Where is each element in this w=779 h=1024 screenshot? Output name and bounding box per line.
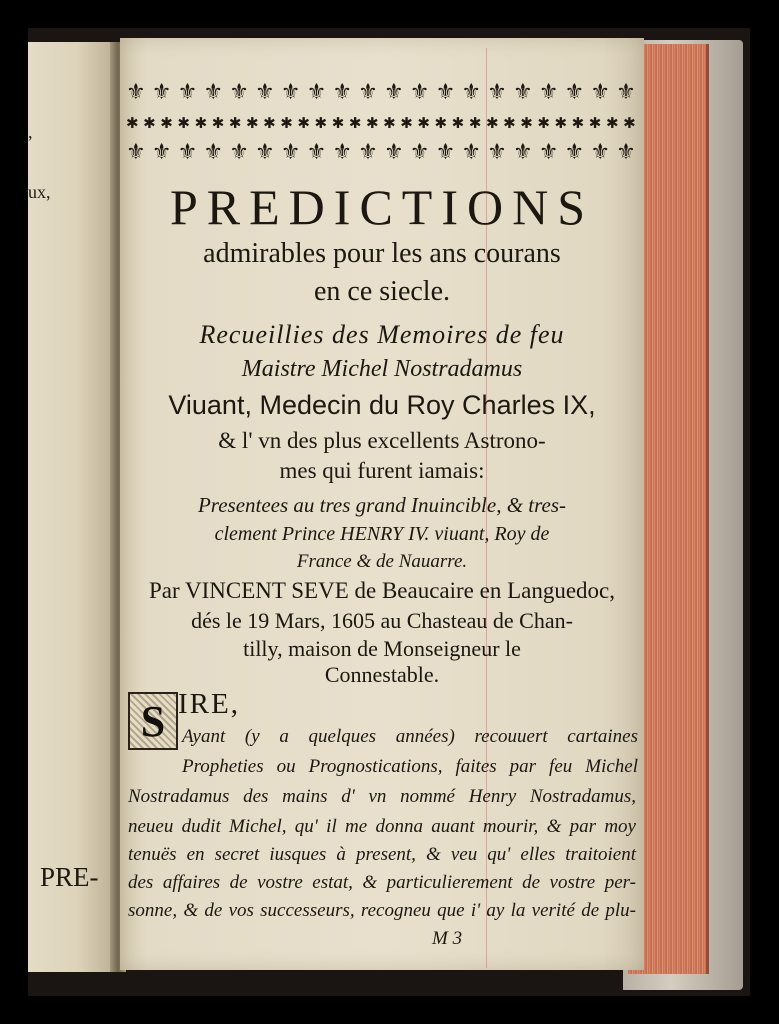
recueillies-line: Recueillies des Memoires de feu bbox=[199, 320, 565, 349]
ornament-glyph-icon: ✱ bbox=[400, 114, 413, 132]
ornament-glyph-icon: ⚜ bbox=[512, 140, 533, 165]
title-page bbox=[120, 38, 644, 970]
ornament-glyph-icon: ✱ bbox=[451, 114, 465, 132]
ornament-glyph-icon: ⚜ bbox=[616, 80, 636, 105]
ornament-glyph-icon: ✱ bbox=[417, 114, 430, 132]
ornament-glyph-icon: ✱ bbox=[605, 114, 619, 132]
ornament-glyph-icon: ✱ bbox=[571, 114, 585, 132]
ornament-glyph-icon: ✱ bbox=[280, 114, 293, 132]
ornament-glyph-icon: ⚜ bbox=[306, 80, 327, 105]
dedication-line: France & de Nauarre. bbox=[296, 551, 468, 572]
ornament-glyph-icon: ⚜ bbox=[564, 80, 585, 105]
subtitle-line: admirables pour les ans courans bbox=[203, 238, 561, 269]
viuant-line: Viuant, Medecin du Roy Charles IX, bbox=[168, 390, 596, 420]
body-text-line: tenuës en secret iusques à present, & veu qu' elles traitoient bbox=[128, 844, 636, 865]
author-line: tilly, maison de Monseigneur le bbox=[243, 636, 521, 661]
ornament-glyph-icon: ✱ bbox=[554, 114, 568, 132]
ornament-glyph-icon: ⚜ bbox=[151, 140, 172, 165]
left-page bbox=[28, 42, 118, 972]
ornament-glyph-icon: ⚜ bbox=[487, 80, 507, 105]
ornament-glyph-icon: ✱ bbox=[160, 114, 173, 132]
ornament-glyph-icon: ⚜ bbox=[487, 140, 507, 165]
scanned-book bbox=[28, 28, 750, 996]
ornament-glyph-icon: ⚜ bbox=[409, 80, 430, 105]
body-text-line: des affaires de vostre estat, & particulierement de vostre per- bbox=[128, 872, 636, 893]
ornament-glyph-icon: ⚜ bbox=[538, 140, 559, 165]
ornament-glyph-icon: ⚜ bbox=[332, 140, 353, 165]
ornament-glyph-icon: ⚜ bbox=[332, 80, 353, 105]
ornament-glyph-icon: ⚜ bbox=[254, 80, 275, 105]
ornament-row-stars bbox=[126, 108, 636, 138]
ornament-glyph-icon: ✱ bbox=[297, 114, 310, 132]
ornament-glyph-icon: ⚜ bbox=[358, 140, 378, 165]
ornament-glyph-icon: ✱ bbox=[211, 114, 225, 132]
ornament-glyph-icon: ✱ bbox=[194, 114, 208, 132]
ornament-glyph-icon: ✱ bbox=[485, 114, 499, 132]
ornament-glyph-icon: ✱ bbox=[331, 114, 345, 132]
ornament-glyph-icon: ⚜ bbox=[564, 140, 585, 165]
body-text-line: neueu dudit Michel, qu' il me donna auant mourir, & par moy bbox=[128, 816, 636, 837]
ornament-glyph-icon: ✱ bbox=[177, 114, 190, 132]
ornament-glyph-icon: ⚜ bbox=[126, 80, 146, 105]
left-page-fragment: , bbox=[28, 122, 33, 142]
ornament-glyph-icon: ⚜ bbox=[461, 140, 482, 165]
ornament-glyph-icon: ⚜ bbox=[203, 140, 224, 165]
ornamental-header bbox=[126, 78, 636, 170]
ornament-glyph-icon: ⚜ bbox=[280, 80, 301, 105]
ornament-glyph-icon: ✱ bbox=[588, 114, 602, 132]
ornament-glyph-icon: ⚜ bbox=[177, 80, 198, 105]
left-page-catchword: PRE- bbox=[40, 862, 99, 892]
body-text-line: Propheties ou Prognostications, faites par feu Michel bbox=[182, 756, 638, 777]
body-text-line: Nostradamus des mains d' vn nommé Henry Nostradamus, bbox=[128, 786, 636, 807]
ornament-glyph-icon: ✱ bbox=[468, 114, 482, 132]
ornament-glyph-icon: ⚜ bbox=[435, 80, 456, 105]
ornament-glyph-icon: ⚜ bbox=[383, 140, 404, 165]
ornament-glyph-icon: ⚜ bbox=[590, 80, 611, 105]
author-line: Par VINCENT SEVE de Beaucaire en Languedoc, bbox=[148, 578, 616, 603]
ornament-glyph-icon: ⚜ bbox=[435, 140, 456, 165]
author-line: dés le 19 Mars, 1605 au Chasteau de Chan- bbox=[191, 608, 573, 633]
ornament-glyph-icon: ⚜ bbox=[358, 80, 378, 105]
recueillies-line: Maistre Michel Nostradamus bbox=[241, 356, 523, 382]
body-text-line: sonne, & de vos successeurs, recogneu que i' ay la verité de plu- bbox=[128, 900, 636, 921]
ornament-glyph-icon: ✱ bbox=[434, 114, 448, 132]
ornament-glyph-icon: ⚜ bbox=[538, 80, 559, 105]
ornament-glyph-icon: ✱ bbox=[503, 114, 516, 132]
ornament-row-top bbox=[126, 78, 636, 108]
viuant-line: mes qui furent iamais: bbox=[279, 458, 485, 483]
ornament-glyph-icon: ⚜ bbox=[254, 140, 275, 165]
ornament-glyph-icon: ✱ bbox=[126, 114, 139, 132]
dedication-line: clement Prince HENRY IV. viuant, Roy de bbox=[214, 523, 550, 545]
ornament-glyph-icon: ⚜ bbox=[383, 80, 404, 105]
ornament-glyph-icon: ✱ bbox=[143, 114, 156, 132]
ornament-glyph-icon: ⚜ bbox=[461, 80, 482, 105]
ornament-glyph-icon: ⚜ bbox=[151, 80, 172, 105]
ornament-glyph-icon: ⚜ bbox=[616, 140, 636, 165]
ornament-glyph-icon: ⚜ bbox=[409, 140, 430, 165]
ornament-glyph-icon: ✱ bbox=[537, 114, 550, 132]
page-title: PREDICTIONS bbox=[169, 179, 595, 235]
ornament-glyph-icon: ⚜ bbox=[306, 140, 327, 165]
ornament-glyph-icon: ✱ bbox=[245, 114, 259, 132]
left-page-fragment: ux, bbox=[28, 182, 51, 202]
ornament-glyph-icon: ✱ bbox=[228, 114, 242, 132]
salutation: IRE, bbox=[178, 688, 240, 720]
ornament-glyph-icon: ⚜ bbox=[280, 140, 301, 165]
ornament-glyph-icon: ✱ bbox=[263, 114, 276, 132]
author-line: Connestable. bbox=[324, 662, 440, 687]
decorated-initial: S bbox=[128, 692, 178, 750]
ornament-glyph-icon: ✱ bbox=[623, 114, 636, 132]
ornament-row-bottom bbox=[126, 138, 636, 168]
ornament-glyph-icon: ✱ bbox=[365, 114, 379, 132]
ornament-glyph-icon: ✱ bbox=[348, 114, 362, 132]
ornament-glyph-icon: ⚜ bbox=[126, 140, 146, 165]
ornament-glyph-icon: ⚜ bbox=[203, 80, 224, 105]
ornament-glyph-icon: ✱ bbox=[314, 114, 328, 132]
ornament-glyph-icon: ⚜ bbox=[229, 80, 249, 105]
signature-mark: M 3 bbox=[432, 928, 463, 949]
ornament-glyph-icon: ✱ bbox=[520, 114, 533, 132]
body-text-line: Ayant (y a quelques années) recouuert cartaines bbox=[182, 726, 638, 747]
ornament-glyph-icon: ⚜ bbox=[229, 140, 249, 165]
ornament-glyph-icon: ⚜ bbox=[177, 140, 198, 165]
viuant-line: & l' vn des plus excellents Astrono- bbox=[218, 428, 546, 453]
ornament-glyph-icon: ✱ bbox=[383, 114, 396, 132]
dedication-line: Presentees au tres grand Inuincible, & tres- bbox=[197, 493, 566, 517]
ornament-glyph-icon: ⚜ bbox=[512, 80, 533, 105]
subtitle-line: en ce siecle. bbox=[313, 276, 451, 307]
ornament-glyph-icon: ⚜ bbox=[590, 140, 611, 165]
